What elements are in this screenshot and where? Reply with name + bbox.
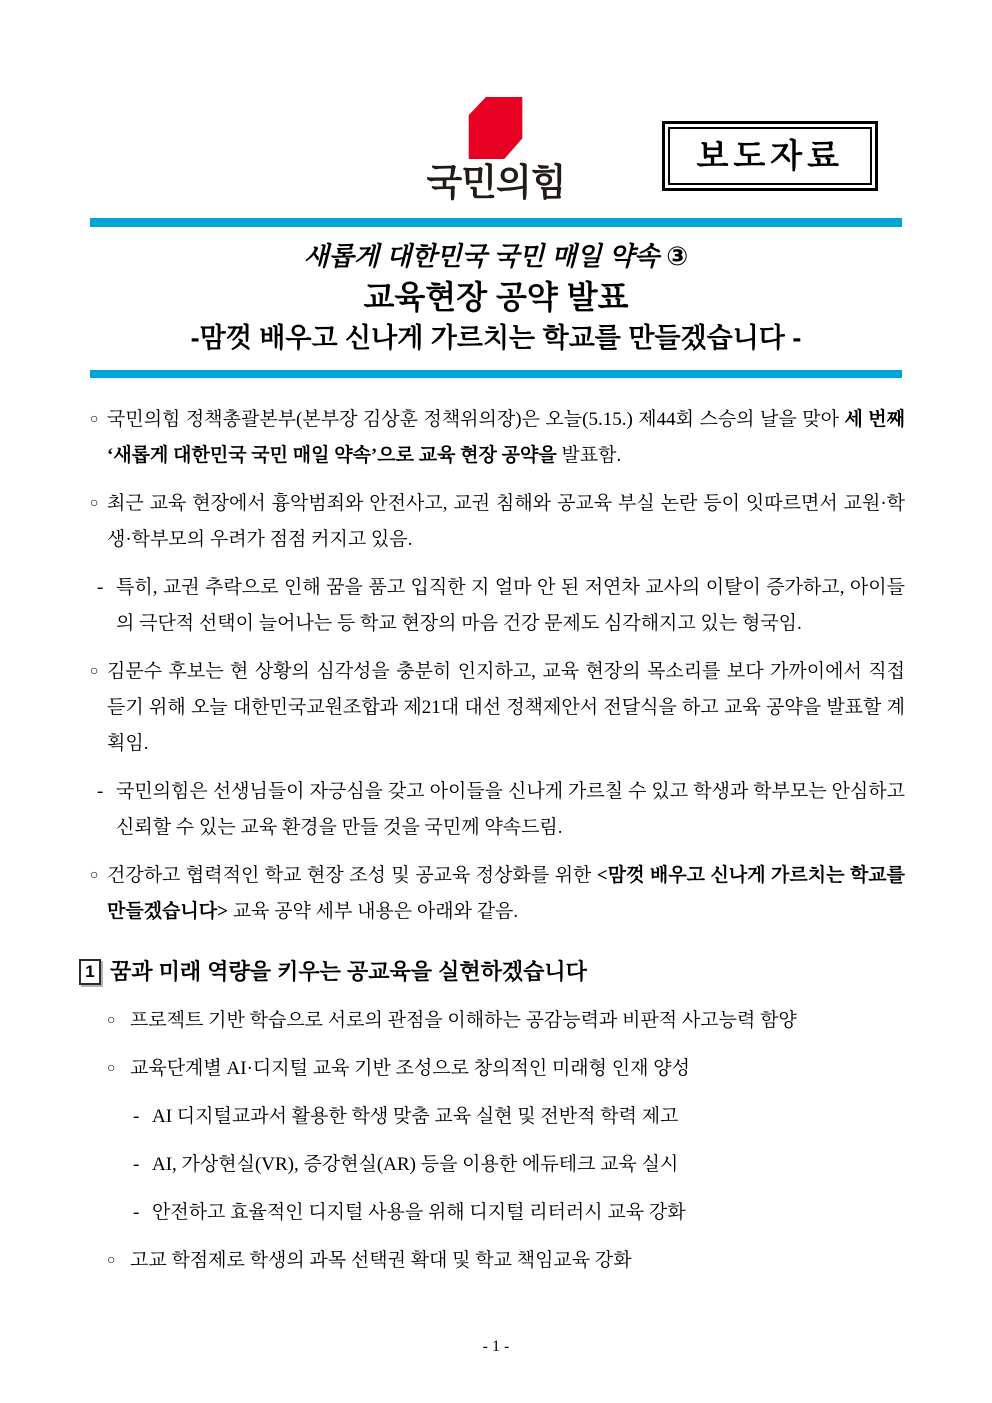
title-main-line: 교육현장 공약 발표 [363,279,629,315]
paragraph [90,1147,905,1183]
dash-bullet: - [97,577,104,598]
text-segment: AI, 가상현실(VR), 증강현실(AR) 등을 이용한 에듀테크 교육 실시 [152,1154,679,1175]
circle-bullet: ○ [90,496,99,511]
text-segment: 발표함. [556,445,622,466]
text-segment: 건강하고 협력적인 학교 현장 조성 및 공교육 정상화를 위한 [107,865,597,886]
paragraph [90,486,905,558]
text-segment: 최근 교육 현장에서 흉악범죄와 안전사고, 교권 침해와 공교육 부실 논란 등이 잇따르면서 교원·학생·학부모의 우려가 점점 커지고 있음. [107,493,905,550]
text-segment: 안전하고 효율적인 디지털 사용을 위해 디지털 리터러시 교육 강화 [152,1202,686,1223]
press-release-badge-label: 보도자료 [668,127,872,185]
title-block [0,227,992,370]
text-segment: 국민의힘 정책총괄본부(본부장 김상훈 정책위의장)은 오늘(5.15.) 제44회 스승의 날을 맞아 [107,409,845,430]
title-series-line: 새롭게 대한민국 국민 매일 약속 ③ [303,241,689,271]
text-segment: 고교 학점제로 학생의 과목 선택권 확대 및 학교 책임교육 강화 [130,1250,632,1271]
dash-bullet: - [133,1154,140,1175]
dash-bullet: - [133,1202,140,1223]
emphasis-text: <맘껏 배우고 신나게 가르치는 학교를 만들겠습니다> [107,865,906,922]
divider-bottom [90,370,902,378]
text-segment: 교육단계별 AI·디지털 교육 기반 조성으로 창의적인 미래형 인재 양성 [130,1058,690,1079]
paragraph [90,1099,905,1135]
dash-bullet: - [97,781,104,802]
press-release-badge [662,121,878,191]
text-segment: 특히, 교권 추락으로 인해 꿈을 품고 입직한 지 얼마 안 된 저연차 교사의 이탈이 증가하고, 아이들의 극단적 선택이 늘어나는 등 학교 현장의 마음 건강 문제도 심각해지고 있는 형국임. [116,577,905,634]
emphasis-text: 세 번째 ‘새롭게 대한민국 국민 매일 약속’으로 교육 현장 공약을 [107,409,905,466]
dash-bullet: - [133,1106,140,1127]
party-logo [427,97,566,202]
paragraph [90,1243,905,1279]
section-number-box: 1 [79,959,101,985]
party-logo-mark-icon [469,97,523,159]
circle-bullet: ○ [107,1253,116,1268]
paragraph [90,774,905,846]
text-segment: AI 디지털교과서 활용한 학생 맞춤 교육 실현 및 전반적 학력 제고 [152,1106,679,1127]
circle-bullet: ○ [90,664,99,679]
section-heading [79,958,905,986]
circle-bullet: ○ [90,868,99,883]
party-logo-text: 국민의힘 [426,162,566,203]
text-segment: 프로젝트 기반 학습으로 서로의 관점을 이해하는 공감능력과 비판적 사고능력 함양 [130,1010,797,1031]
body-paragraphs [85,402,906,1279]
paragraph [90,1195,905,1231]
text-segment: 김문수 후보는 현 상황의 심각성을 충분히 인지하고, 교육 현장의 목소리를 보다 가까이에서 직접 듣기 위해 오늘 대한민국교원조합과 제21대 대선 정책제안서 전달식을 하고 교육 공약을 발표할 계획임. [107,661,905,754]
paragraph [90,402,905,474]
circle-bullet: ○ [107,1061,116,1076]
paragraph [90,570,905,642]
page-number: - 1 - [482,1338,510,1355]
title-sub-line: -맘껏 배우고 신나게 가르치는 학교를 만들겠습니다 - [190,323,802,353]
circle-bullet: ○ [90,412,99,427]
paragraph [90,1051,905,1087]
paragraph [90,858,905,930]
text-segment: 교육 공약 세부 내용은 아래와 같음. [227,901,519,922]
text-segment: 국민의힘은 선생님들이 자긍심을 갖고 아이들을 신나게 가르칠 수 있고 학생과 학부모는 안심하고 신뢰할 수 있는 교육 환경을 만들 것을 국민께 약속드림. [116,781,905,838]
header [0,0,992,218]
paragraph [90,654,905,762]
page-footer [0,1338,992,1356]
paragraph [90,1003,905,1039]
section-heading-text: 꿈과 미래 역량을 키우는 공교육을 실현하겠습니다 [110,959,587,984]
circle-bullet: ○ [107,1013,116,1028]
divider-top [90,218,902,227]
